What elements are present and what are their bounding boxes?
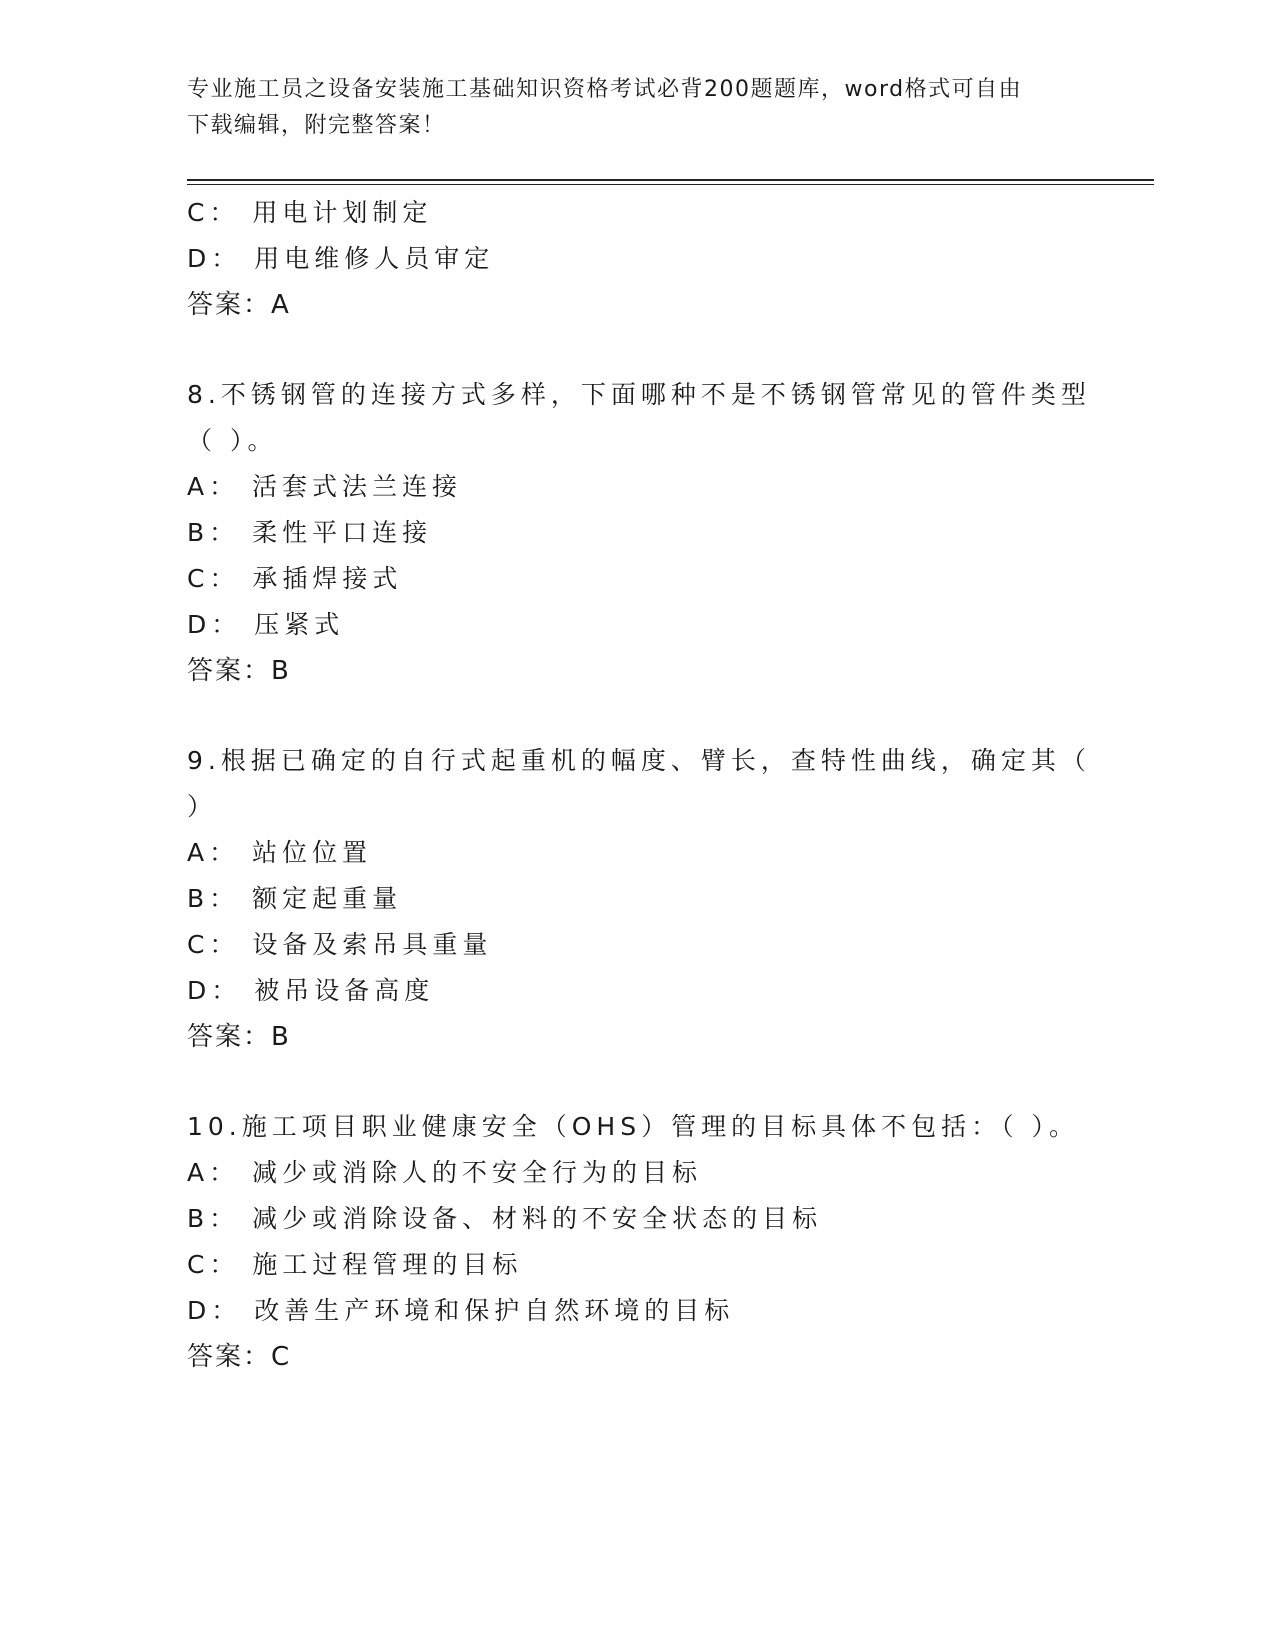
answer: 答案：B — [187, 656, 291, 686]
answer: 答案：A — [187, 290, 291, 320]
header-line-1: 专业施工员之设备安装施工基础知识资格考试必背200题题库，word格式可自由 — [187, 77, 1023, 102]
header-divider-thick — [187, 179, 1154, 181]
option-b: B： 额定起重量 — [187, 884, 403, 913]
option-a: A： 活套式法兰连接 — [187, 472, 463, 501]
question-8 — [187, 372, 1091, 694]
option-c: C： 施工过程管理的目标 — [187, 1250, 523, 1279]
option-a: A： 减少或消除人的不安全行为的目标 — [187, 1158, 703, 1187]
question-7-tail — [187, 190, 1087, 328]
question-9 — [187, 738, 1091, 1060]
answer: 答案：B — [187, 1022, 291, 1052]
option-c: C： 用电计划制定 — [187, 198, 433, 227]
question-title-continued: ） — [187, 792, 218, 821]
question-title-continued: （ ）。 — [187, 426, 278, 455]
option-c: C： 设备及索吊具重量 — [187, 930, 493, 959]
question-10 — [187, 1104, 1087, 1380]
option-d: D： 被吊设备高度 — [187, 976, 435, 1005]
header-line-2: 下载编辑，附完整答案！ — [187, 113, 446, 138]
option-d: D： 改善生产环境和保护自然环境的目标 — [187, 1296, 735, 1325]
question-title: 10.施工项目职业健康安全（OHS）管理的目标具体不包括：（ ）。 — [187, 1112, 1080, 1141]
option-d: D： 用电维修人员审定 — [187, 244, 495, 273]
question-title: 9.根据已确定的自行式起重机的幅度、臂长，查特性曲线，确定其（ — [187, 746, 1091, 775]
option-c: C： 承插焊接式 — [187, 564, 403, 593]
document-header — [187, 72, 1067, 144]
answer: 答案：C — [187, 1342, 292, 1372]
question-list — [187, 190, 1091, 1380]
question-title: 8.不锈钢管的连接方式多样，下面哪种不是不锈钢管常见的管件类型 — [187, 380, 1091, 409]
header-divider-thin — [187, 184, 1154, 185]
option-d: D： 压紧式 — [187, 610, 345, 639]
option-b: B： 减少或消除设备、材料的不安全状态的目标 — [187, 1204, 823, 1233]
option-b: B： 柔性平口连接 — [187, 518, 433, 547]
option-a: A： 站位位置 — [187, 838, 373, 867]
